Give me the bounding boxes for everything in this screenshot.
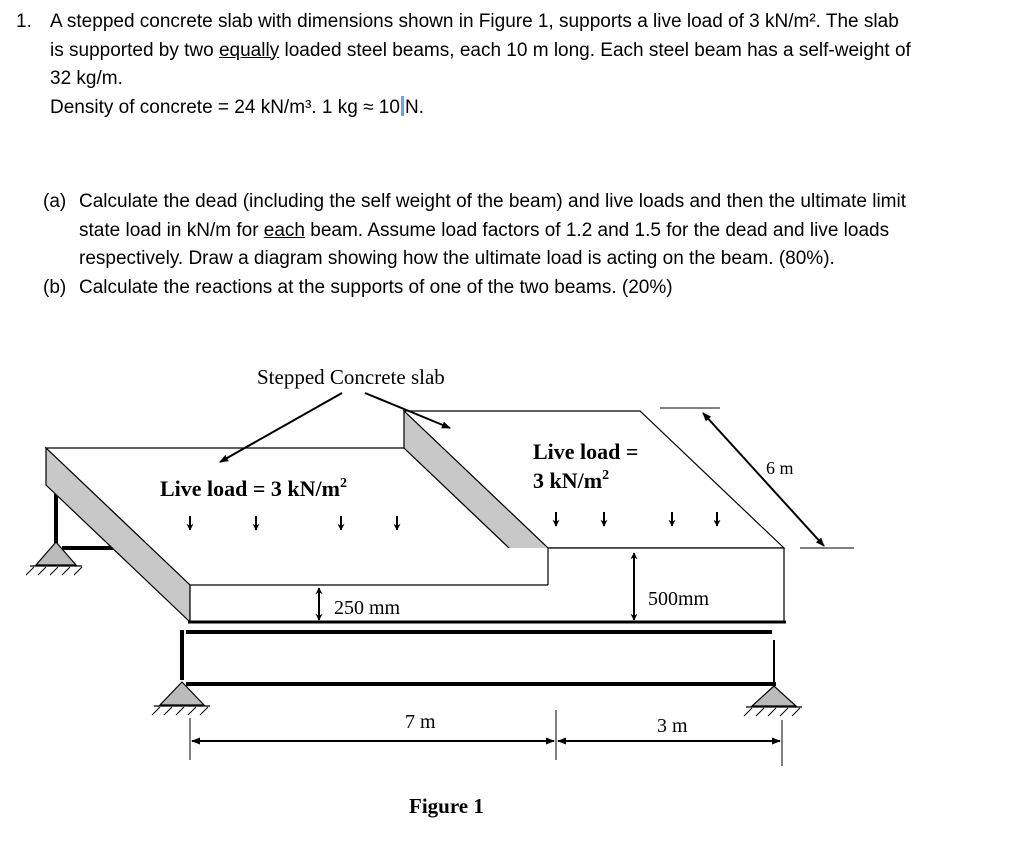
pin-support-middle <box>152 682 210 715</box>
underlined-word: equally <box>218 39 280 61</box>
span-dimensions <box>190 710 782 766</box>
question-line-3: 32 kg/m. <box>50 68 123 89</box>
live-load-right-label: 3 $kN/m^2$ <box>533 468 610 493</box>
figure-caption: Figure 1 <box>409 794 484 818</box>
slab-label: Stepped Concrete slab <box>257 365 445 389</box>
thick-thickness-label: 500mm <box>648 588 710 610</box>
question-line-2: is supported by two equally loaded steel beams, each 10 m long. Each steel beam has a self-weight of <box>50 39 911 61</box>
part-a-label: (a) <box>43 191 67 212</box>
live-load-left-label: Live load = 3 $kN/m^2$ <box>160 476 347 501</box>
span-left-label: 7 m <box>405 711 436 733</box>
part-a-line-3: respectively. Draw a diagram showing how the ultimate load is acting on the beam. (80%). <box>79 248 835 269</box>
span-right-label: 3 m <box>657 715 688 737</box>
part-b-text: Calculate the reactions at the supports of one of the two beams. (20%) <box>79 276 673 298</box>
width-dimension-label: 6 m <box>766 458 794 478</box>
part-a-line-2: state load in kN/m for each beam. Assume load factors of 1.2 and 1.5 for the dead and live loads <box>79 219 890 241</box>
underlined-word: each <box>263 219 305 241</box>
question-number: 1. <box>16 11 32 32</box>
question-line-1: A stepped concrete slab with dimensions shown in Figure 1, supports a live load of 3 kN/m². The slab <box>50 11 899 32</box>
pin-support-right <box>744 686 802 716</box>
question-line-4: Density of concrete = 24 kN/m³. 1 kg ≈ 10 N. <box>50 96 424 118</box>
thin-thickness-label: 250 mm <box>334 597 401 619</box>
part-b-label: (b) <box>43 276 67 298</box>
live-load-right-label: Live load = <box>533 439 639 464</box>
part-a-line-1: Calculate the dead (including the self weight of the beam) and live loads and then the ultimate limit <box>79 191 906 212</box>
